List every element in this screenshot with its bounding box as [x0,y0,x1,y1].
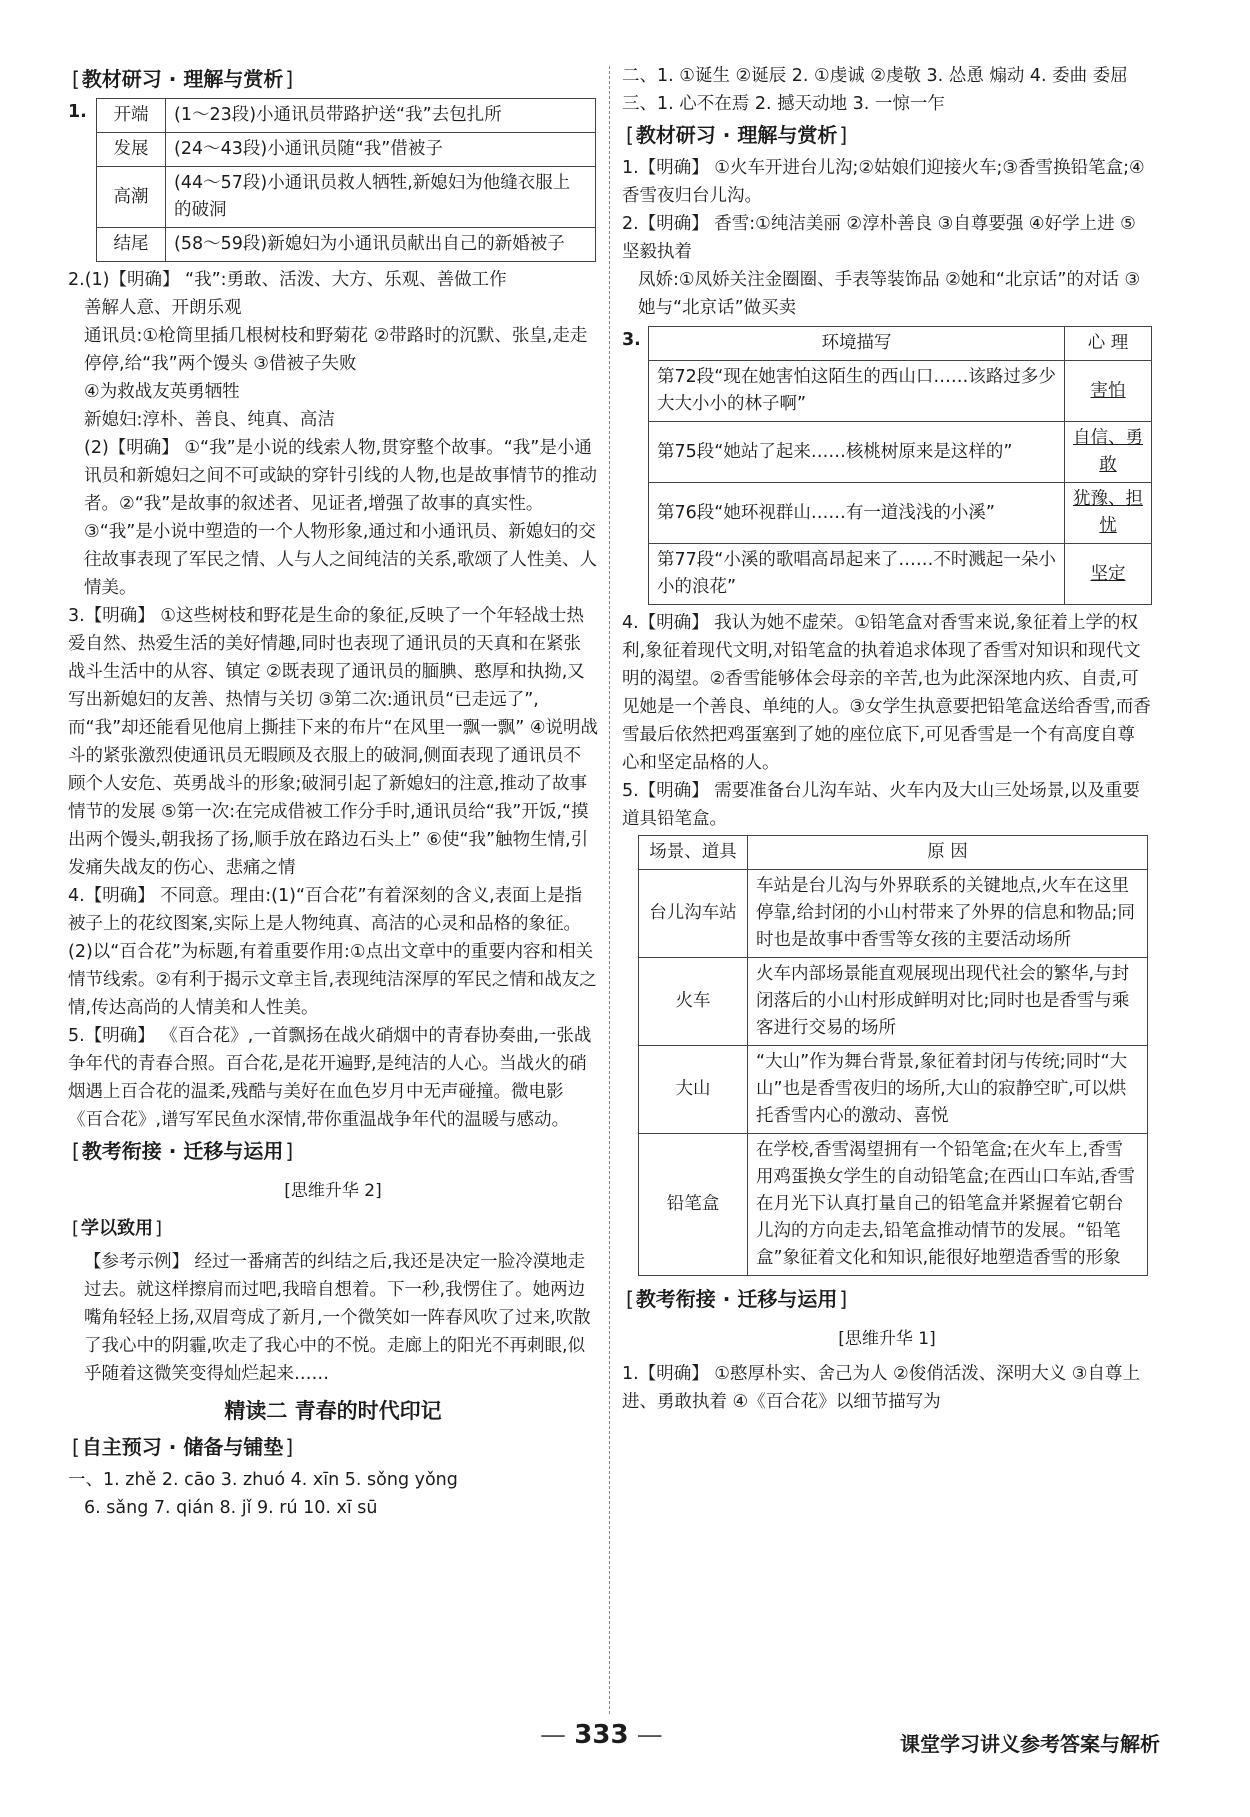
table-row [649,483,1152,544]
pinyin-answers: 一、1. zhě 2. cāo 3. zhuó 4. xīn 5. sǒng yǒng [68,1470,458,1490]
final-answer: 1.【明确】 ①憨厚朴实、舍己为人 ②俊俏活泼、深明大义 ③自尊上进、勇敢执着 ④《百合花》以细节描写为 [622,1364,1140,1412]
table-cell: 发展 [97,133,166,167]
section-heading: [ 教考衔接 · 迁移与运用 ] [68,1136,297,1166]
plot-structure-table [96,98,596,262]
q2-line: 新媳妇:淳朴、善良、纯真、高洁 [84,410,335,430]
word-answers: 二、1. ①诞生 ②诞辰 2. ①虔诚 ②虔敬 3. 怂恿 煽动 4. 委曲 委屈 [622,66,1128,86]
q1-answer: 1.【明确】 ①火车开进台儿沟;②姑娘们迎接火车;③香雪换铅笔盒;④香雪夜归台儿沟。 [622,158,1145,206]
table-cell: 铅笔盒 [639,1134,748,1276]
table-cell: 高潮 [97,167,166,228]
idiom-answers: 三、1. 心不在焉 2. 撼天动地 3. 一惊一乍 [622,94,945,114]
environment-table [648,326,1152,605]
table-cell: 第75段“她站了起来……核桃树原来是这样的” [649,422,1065,483]
pinyin-answers: 6. sǎng 7. qián 8. jǐ 9. rú 10. xī sū [84,1498,378,1518]
q2-block [68,266,598,602]
q2-line: ④为救战友英勇牺牲 [84,382,240,402]
table-cell: “大山”作为舞台背景,象征着封闭与传统;同时“大山”也是香雪夜归的场所,大山的寂静空旷,可以烘托香雪内心的激动、喜悦 [748,1046,1148,1134]
sub-heading: [ 思维升华 1 ] [622,1324,1152,1354]
table-cell: 车站是台儿沟与外界联系的关键地点,火车在这里停靠,给封闭的小山村带来了外界的信息和物品;同时也是故事中香雪等女孩的主要活动场所 [748,870,1148,958]
q2-line: 2.(1)【明确】 “我”:勇敢、活泼、大方、乐观、善做工作 [68,270,507,290]
q5-answer: 5.【明确】 《百合花》,一首飘扬在战火硝烟中的青春协奏曲,一张战争年代的青春合照。百合花,是花开遍野,是纯洁的人心。当战火的硝烟遇上百合花的温柔,残酷与美好在血色岁月中无声碰撞。微电影《百合花》,谱写军民鱼水深情,带你重温战争年代的温暖与感动。 [68,1026,592,1130]
section-heading: [ 自主预习 · 储备与铺垫 ] [68,1432,297,1462]
table-cell: 在学校,香雪渴望拥有一个铅笔盒;在火车上,香雪用鸡蛋换女学生的自动铅笔盒;在西山口车站,香雪在月光下认真打量自己的铅笔盒并紧握着它朝台儿沟的方向走去,铅笔盒推动情节的发展。“铅笔盒”象征着文化和知识,能很好地塑造香雪的形象 [748,1134,1148,1276]
left-column [68,62,598,1522]
table-cell: (1～23段)小通讯员带路护送“我”去包扎所 [166,99,596,133]
q2-line: (2)【明确】 ①“我”是小说的线索人物,贯穿整个故事。“我”是小通讯员和新媳妇之间不可或缺的穿针引线的人物,也是故事情节的推动者。②“我”是故事的叙述者、见证者,增强了故事的真实性。③“我”是小说中塑造的一个人物形象,通过和小通讯员、新媳妇的交往故事表现了军民之情、人与人之间纯洁的关系,歌颂了人性美、人情美。 [84,438,598,598]
page-number: — 333 — [540,1720,663,1750]
table-row [639,1046,1148,1134]
q3-block [622,326,1152,605]
section-heading: [ 教考衔接 · 迁移与运用 ] [622,1284,851,1314]
table-row [97,133,596,167]
table-header-row [639,836,1148,870]
table-cell: 结尾 [97,228,166,262]
q1-number: 1. [68,102,87,122]
sub-heading: [ 思维升华 2 ] [68,1176,598,1206]
table-row [97,99,596,133]
table-row [649,361,1152,422]
q4-answer: 4.【明确】 不同意。理由:(1)“百合花”有着深刻的含义,表面上是指被子上的花纹图案,实际上是人物纯真、高洁的心灵和品格的象征。(2)以“百合花”为标题,有着重要作用:①点出文章中的重要内容和相关情节线索。②有利于揭示文章主旨,表现纯洁深厚的军民之情和战友之情,传达高尚的人情美和人性美。 [68,886,597,1018]
q4-answer: 4.【明确】 我认为她不虚荣。①铅笔盒对香雪来说,象征着上学的权利,象征着现代文明,对铅笔盒的执着追求体现了香雪对知识和现代文明的渴望。②香雪能够体会母亲的辛苦,也为此深深地内疚、自责,可见她是一个善良、单纯的人。③女学生执意要把铅笔盒送给香雪,而香雪最后依然把鸡蛋塞到了她的座位底下,可见香雪是一个有高度自尊心和坚定品格的人。 [622,613,1151,773]
table-cell: 第77段“小溪的歌唱高昂起来了……不时溅起一朵小小的浪花” [649,544,1065,605]
table-cell: (24～43段)小通讯员随“我”借被子 [166,133,596,167]
table-header-cell: 心 理 [1065,327,1152,361]
section-heading: [ 教材研习 · 理解与赏析 ] [622,120,851,150]
section-heading: [ 教材研习 · 理解与赏析 ] [68,64,297,94]
table-cell: 大山 [639,1046,748,1134]
table-cell: 火车 [639,958,748,1046]
table-row [639,1134,1148,1276]
table-row [649,544,1152,605]
table-header-cell: 原 因 [748,836,1148,870]
table-header-cell: 场景、道具 [639,836,748,870]
table-header-row [649,327,1152,361]
table-header-cell: 环境描写 [649,327,1065,361]
q2-line: 善解人意、开朗乐观 [84,298,242,318]
q3-number: 3. [622,330,641,350]
table-row [639,870,1148,958]
table-cell: 害怕 [1065,361,1152,422]
column-divider [609,66,610,1714]
table-cell: (44～57段)小通讯员救人牺牲,新媳妇为他缝衣服上的破洞 [166,167,596,228]
table-cell: 火车内部场景能直观展现出现代社会的繁华,与封闭落后的小山村形成鲜明对比;同时也是香雪与乘客进行交易的场所 [748,958,1148,1046]
right-column [622,62,1152,1416]
table-cell: 台儿沟车站 [639,870,748,958]
reading-title: 精读二 青春的时代印记 [224,1399,442,1423]
table-row [639,958,1148,1046]
page-footer [540,1720,1160,1770]
reference-example: 【参考示例】 经过一番痛苦的纠结之后,我还是决定一脸冷漠地走过去。就这样擦肩而过吧,我暗自想着。下一秒,我愣住了。她两边嘴角轻轻上扬,双眉弯成了新月,一个微笑如一阵春风吹了过来,吹散了我心中的阴霾,吹走了我心中的不悦。走廊上的阳光不再刺眼,似乎随着这微笑变得灿烂起来…… [84,1252,591,1384]
table-cell: 坚定 [1065,544,1152,605]
table-cell: 第72段“现在她害怕这陌生的西山口……该路过多少大大小小的林子啊” [649,361,1065,422]
q2-answer: 2.【明确】 香雪:①纯洁美丽 ②淳朴善良 ③自尊要强 ④好学上进 ⑤坚毅执着 [622,214,1136,262]
footer-title: 课堂学习讲义参考答案与解析 [900,1732,1160,1756]
table-cell: 自信、勇敢 [1065,422,1152,483]
section-heading: [ 学以致用 ] [68,1214,166,1244]
q5-answer: 5.【明确】 需要准备台儿沟车站、火车内及大山三处场景,以及重要道具铅笔盒。 [622,781,1140,829]
table-row [649,422,1152,483]
q1-block [68,98,598,262]
q2-answer-b: 凤娇:①凤娇关注金圈圈、手表等装饰品 ②她和“北京话”的对话 ③她与“北京话”做买卖 [638,270,1141,318]
table-cell: 第76段“她环视群山……有一道浅浅的小溪” [649,483,1065,544]
q2-line: 通讯员:①枪筒里插几根树枝和野菊花 ②带路时的沉默、张皇,走走停停,给“我”两个馒头 ③借被子失败 [84,326,588,374]
table-cell: 开端 [97,99,166,133]
table-row [97,228,596,262]
table-row [97,167,596,228]
table-cell: 犹豫、担忧 [1065,483,1152,544]
table-cell: (58～59段)新媳妇为小通讯员献出自己的新婚被子 [166,228,596,262]
scene-prop-table [638,835,1148,1276]
q3-answer: 3.【明确】 ①这些树枝和野花是生命的象征,反映了一个年轻战士热爱自然、热爱生活的美好情趣,同时也表现了通讯员的天真和在紧张战斗生活中的从容、镇定 ②既表现了通讯员的腼腆、憨厚和执拗,又写出新媳妇的友善、热情与关切 ③第二次:通讯员“已走远了”,而“我”却还能看见他肩上撕挂下来的布片“在风里一飘一飘” ④说明战斗的紧张激烈使通讯员无暇顾及衣服上的破洞,侧面表现了通讯员不顾个人安危、英勇战斗的形象;破洞引起了新媳妇的注意,推动了故事情节的发展 ⑤第一次:在完成借被工作分手时,通讯员给“我”开饭,“摸出两个馒头,朝我扬了扬,顺手放在路边石头上” ⑥使“我”触物生情,引发痛失战友的伤心、悲痛之情 [68,606,599,878]
